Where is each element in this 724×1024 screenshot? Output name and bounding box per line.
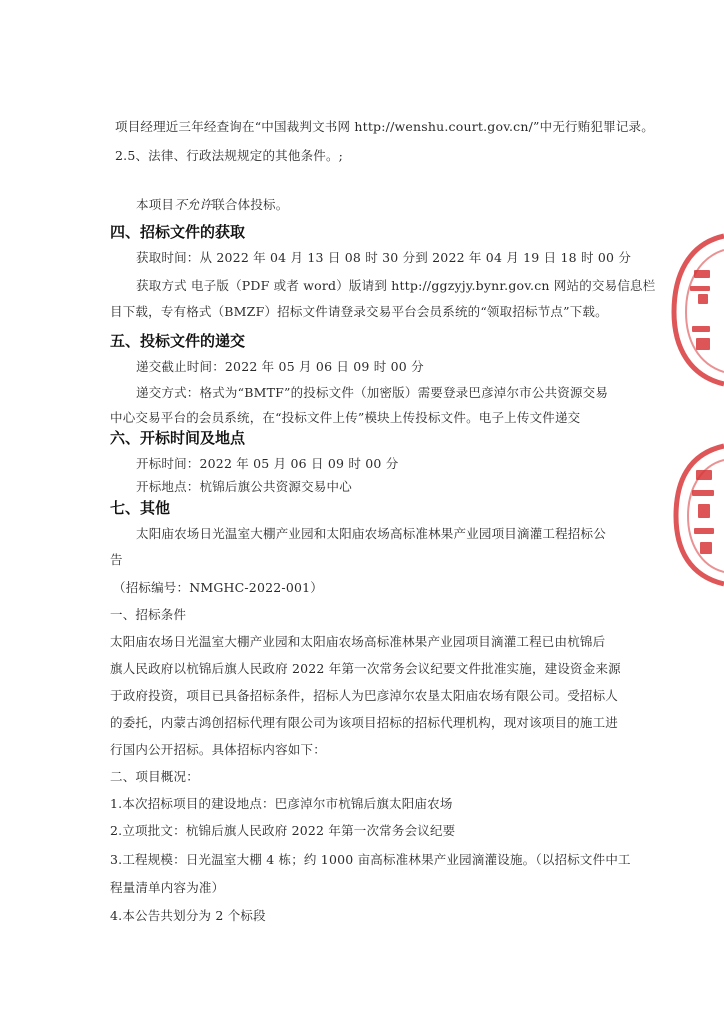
text-line: 二、项目概况：	[110, 769, 199, 784]
text-line: 3.工程规模：日光温室大棚 4 栋；约 1000 亩高标准林果产业园滴灌设施。（以招标文件中工	[110, 852, 631, 867]
emphasis-text: 不允许	[174, 197, 213, 212]
text-line: 告	[110, 552, 123, 567]
text-line: 递交方式：格式为“BMTF”的投标文件（加密版）需要登录巴彦淖尔市公共资源交易	[136, 385, 609, 400]
text-line: 开标地点：杭锦后旗公共资源交易中心	[136, 479, 352, 494]
text-line: 递交截止时间：2022 年 05 月 06 日 09 时 00 分	[136, 359, 424, 374]
section-heading: 七、其他	[110, 499, 171, 517]
text-line: 1.本次招标项目的建设地点：巴彦淖尔市杭锦后旗太阳庙农场	[110, 796, 453, 811]
section-heading: 五、投标文件的递交	[110, 332, 246, 350]
text-line: 行国内公开招标。具体招标内容如下：	[110, 742, 326, 757]
text-line: 2.5、法律、行政法规规定的其他条件。;	[115, 148, 344, 163]
consortium-note	[136, 197, 288, 213]
seal-stamp-icon	[668, 230, 724, 390]
text-line: 一、招标条件	[110, 607, 187, 622]
text-line: 于政府投资，项目已具备招标条件，招标人为巴彦淖尔农垦太阳庙农场有限公司。受招标人	[110, 688, 619, 703]
text-fragment: 本项目	[136, 197, 175, 212]
text-line: 的委托，内蒙古鸿创招标代理有限公司为该项目招标的招标代理机构，现对该项目的施工进	[110, 715, 619, 730]
text-line: 目下载，专有格式（BMZF）招标文件请登录交易平台会员系统的“领取招标节点”下载。	[110, 304, 608, 319]
text-line: 获取时间：从 2022 年 04 月 13 日 08 时 30 分到 2022 年 04 月 19 日 18 时 00 分	[136, 250, 632, 265]
section-heading: 四、招标文件的获取	[110, 223, 246, 241]
text-line: 开标时间：2022 年 05 月 06 日 09 时 00 分	[136, 456, 399, 471]
text-line: 项目经理近三年经查询在“中国裁判文书网 http://wenshu.court.gov.cn/”中无行贿犯罪记录。	[115, 119, 654, 134]
text-line: 太阳庙农场日光温室大棚产业园和太阳庙农场高标准林果产业园项目滴灌工程招标公	[136, 526, 606, 541]
text-line: 获取方式 电子版（PDF 或者 word）版请到 http://ggzyjy.bynr.gov.cn 网站的交易信息栏	[136, 278, 656, 293]
text-line: 中心交易平台的会员系统，在“投标文件上传”模块上传投标文件。电子上传文件递交	[110, 410, 581, 425]
section-heading: 六、开标时间及地点	[110, 429, 246, 447]
text-line: （招标编号：NMGHC-2022-001）	[113, 580, 324, 595]
text-line: 旗人民政府以杭锦后旗人民政府 2022 年第一次常务会议纪要文件批准实施，建设资金来源	[110, 661, 621, 676]
text-line: 太阳庙农场日光温室大棚产业园和太阳庙农场高标准林果产业园项目滴灌工程已由杭锦后	[110, 634, 606, 649]
text-line: 2.立项批文：杭锦后旗人民政府 2022 年第一次常务会议纪要	[110, 823, 456, 838]
text-fragment: 联合体投标。	[212, 197, 289, 212]
text-line: 程量清单内容为准）	[110, 880, 225, 895]
text-line: 4.本公告共划分为 2 个标段	[110, 908, 266, 923]
seal-stamp-icon	[670, 440, 724, 590]
